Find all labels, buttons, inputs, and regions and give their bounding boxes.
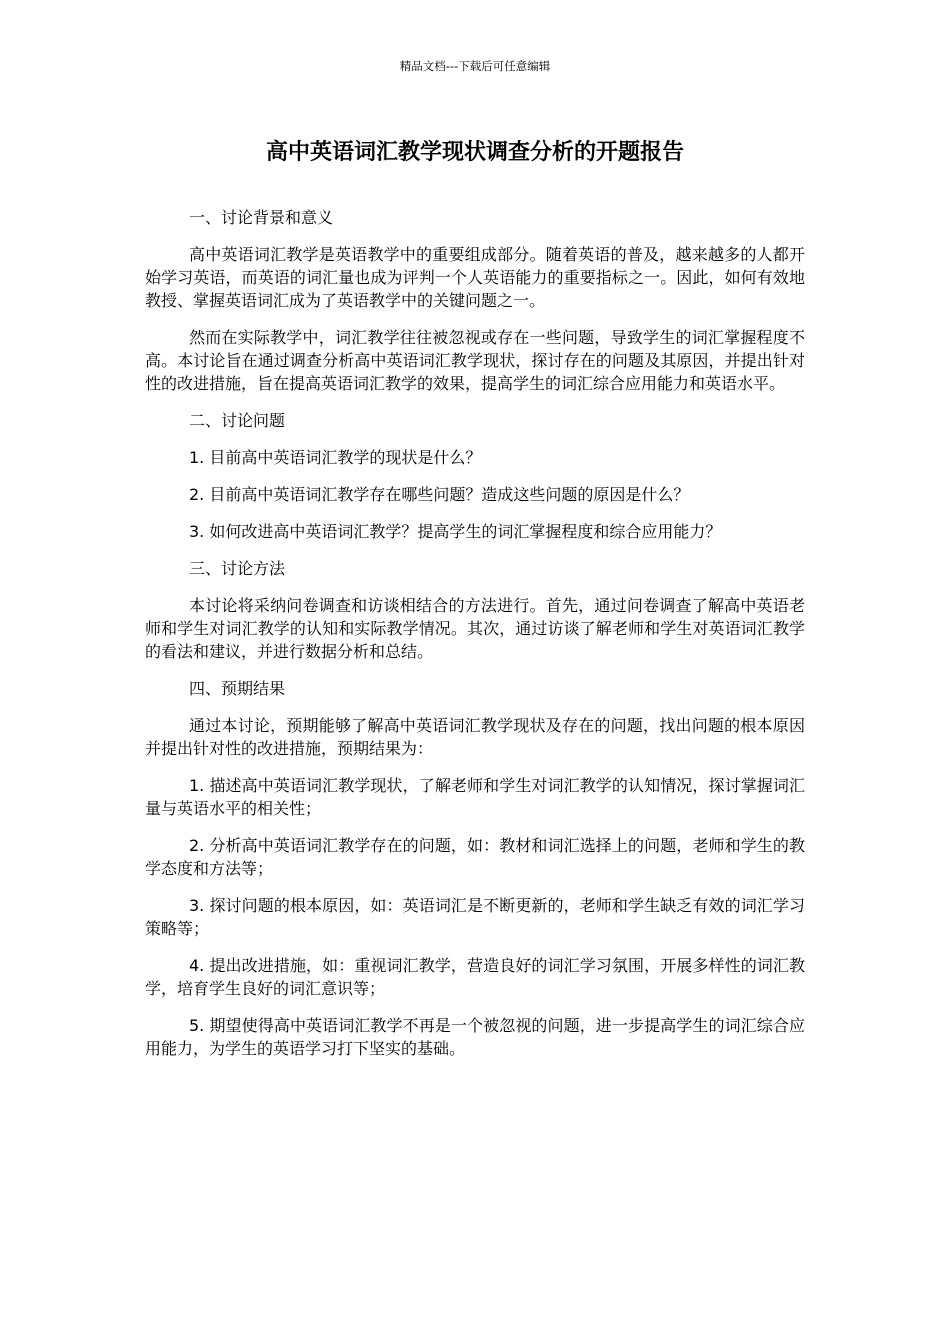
result-item: 1. 描述高中英语词汇教学现状，了解老师和学生对词汇教学的认知情况，探讨掌握词汇量与英语水平的相关性； (145, 776, 805, 818)
question-item: 2. 目前高中英语词汇教学存在哪些问题？造成这些问题的原因是什么？ (189, 485, 690, 504)
result-item: 4. 提出改进措施，如：重视词汇教学，营造良好的词汇学习氛围，开展多样性的词汇教学，培育学生良好的词汇意识等； (145, 956, 805, 998)
result-item: 2. 分析高中英语词汇教学存在的问题，如：教材和词汇选择上的问题，老师和学生的教学态度和方法等； (145, 836, 805, 878)
page-header-note: 精品文档---下载后可任意编辑 (399, 59, 551, 73)
paragraph: 通过本讨论，预期能够了解高中英语词汇教学现状及存在的问题，找出问题的根本原因并提出针对性的改进措施，预期结果为： (145, 716, 805, 758)
paragraph: 高中英语词汇教学是英语教学中的重要组成部分。随着英语的普及，越来越多的人都开始学习英语，而英语的词汇量也成为评判一个人英语能力的重要指标之一。因此，如何有效地教授、掌握英语词汇成为了英语教学中的关键问题之一。 (145, 245, 805, 310)
result-item: 5. 期望使得高中英语词汇教学不再是一个被忽视的问题，进一步提高学生的词汇综合应用能力，为学生的英语学习打下坚实的基础。 (145, 1016, 805, 1058)
question-item: 1. 目前高中英语词汇教学的现状是什么？ (189, 448, 482, 467)
document-title: 高中英语词汇教学现状调查分析的开题报告 (265, 140, 684, 165)
document-body (145, 206, 805, 1074)
question-item: 3. 如何改进高中英语词汇教学？提高学生的词汇掌握程度和综合应用能力？ (189, 522, 722, 541)
section-heading-methods: 三、讨论方法 (189, 559, 286, 578)
section-heading-expected-results: 四、预期结果 (189, 679, 286, 698)
paragraph: 本讨论将采纳问卷调查和访谈相结合的方法进行。首先，通过问卷调查了解高中英语老师和学生对词汇教学的认知和实际教学情况。其次，通过访谈了解老师和学生对英语词汇教学的看法和建议，并进行数据分析和总结。 (145, 596, 805, 661)
paragraph: 然而在实际教学中，词汇教学往往被忽视或存在一些问题，导致学生的词汇掌握程度不高。本讨论旨在通过调查分析高中英语词汇教学现状，探讨存在的问题及其原因，并提出针对性的改进措施，旨在提高英语词汇教学的效果，提高学生的词汇综合应用能力和英语水平。 (145, 328, 805, 393)
section-heading-questions: 二、讨论问题 (189, 411, 286, 430)
section-heading-background: 一、讨论背景和意义 (189, 208, 334, 227)
result-item: 3. 探讨问题的根本原因，如：英语词汇是不断更新的，老师和学生缺乏有效的词汇学习策略等； (145, 896, 805, 938)
